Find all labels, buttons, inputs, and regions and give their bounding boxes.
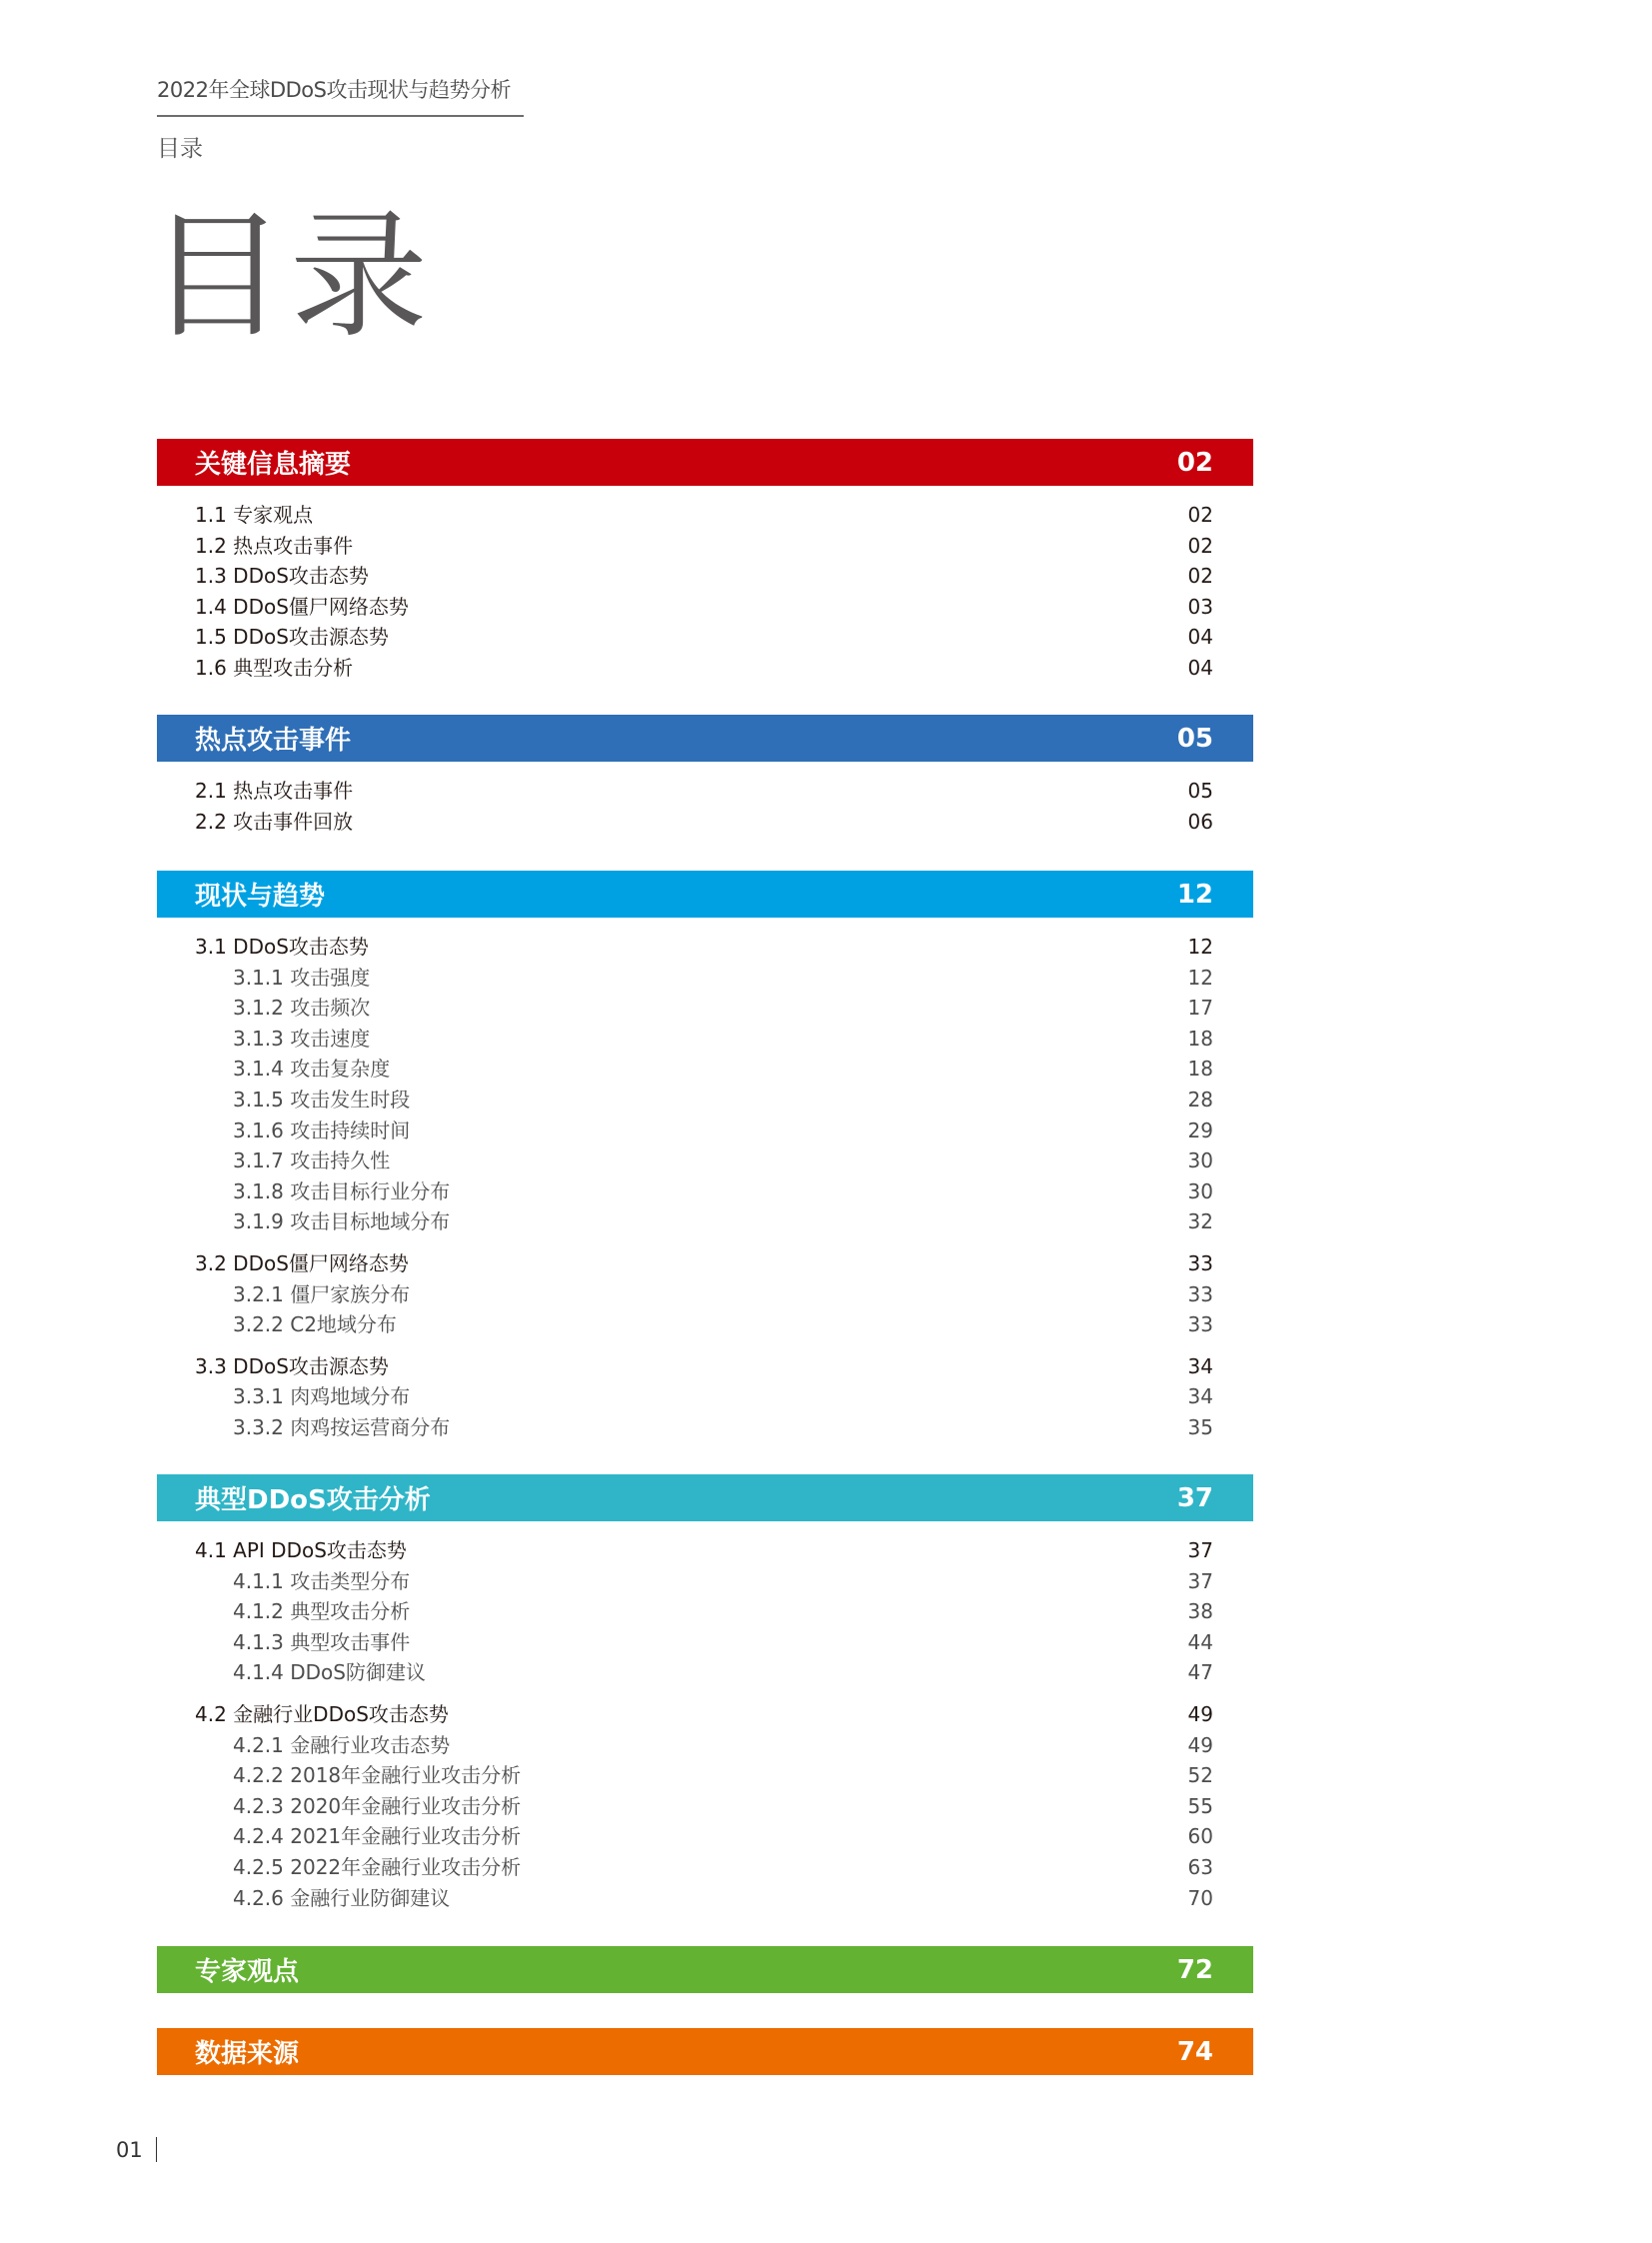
toc-entry[interactable]	[157, 1821, 1253, 1852]
toc-entry[interactable]	[157, 993, 1253, 1024]
entry-label: 4.2.2 2018年金融行业攻击分析	[233, 1763, 522, 1788]
entry-label: 2.2 攻击事件回放	[195, 809, 354, 834]
toc-section	[157, 715, 1253, 837]
toc-section-header[interactable]	[157, 1474, 1253, 1521]
toc-section	[157, 439, 1253, 684]
toc-entry[interactable]	[157, 1085, 1253, 1116]
entry-label: 3.3.1 肉鸡地域分布	[233, 1384, 411, 1409]
toc-entry[interactable]	[157, 1116, 1253, 1146]
section-title: 数据来源	[195, 2039, 300, 2069]
toc-section	[157, 2028, 1253, 2075]
entry-page: 33	[1187, 1312, 1213, 1337]
entry-page: 06	[1187, 809, 1213, 834]
entry-page: 18	[1187, 1026, 1213, 1051]
entry-label: 3.1.4 攻击复杂度	[233, 1057, 391, 1082]
entry-page: 60	[1187, 1824, 1213, 1849]
entry-label: 3.1.9 攻击目标地域分布	[233, 1209, 451, 1234]
toc-entry[interactable]	[157, 592, 1253, 623]
entry-page: 37	[1187, 1538, 1213, 1562]
page-number-divider	[156, 2137, 157, 2162]
entry-page: 49	[1187, 1732, 1213, 1757]
entry-label: 4.1.2 典型攻击分析	[233, 1599, 411, 1624]
section-page: 74	[1176, 2036, 1213, 2067]
entry-page: 02	[1187, 564, 1213, 589]
entry-label: 3.1.3 攻击速度	[233, 1026, 371, 1051]
entry-label: 1.5 DDoS攻击源态势	[195, 625, 389, 650]
toc-entry[interactable]	[157, 807, 1253, 838]
toc-entry[interactable]	[157, 1024, 1253, 1055]
entry-label: 4.2.5 2022年金融行业攻击分析	[233, 1854, 522, 1879]
toc-entry[interactable]	[157, 1760, 1253, 1791]
entry-label: 3.3.2 肉鸡按运营商分布	[233, 1414, 451, 1439]
entry-page: 29	[1187, 1118, 1213, 1142]
entry-page: 17	[1187, 996, 1213, 1021]
doc-title: 2022年全球DDoS攻击现状与趋势分析	[157, 78, 511, 102]
entry-label: 4.1.4 DDoS防御建议	[233, 1660, 426, 1685]
toc-entry[interactable]	[157, 1309, 1253, 1340]
entry-page: 30	[1187, 1148, 1213, 1173]
page-title: 目录	[148, 196, 433, 357]
toc-entry[interactable]	[157, 1535, 1253, 1566]
entry-label: 1.6 典型攻击分析	[195, 655, 354, 680]
entry-page: 34	[1187, 1353, 1213, 1378]
toc-entry[interactable]	[157, 1627, 1253, 1658]
entry-page: 47	[1187, 1660, 1213, 1685]
entry-page: 63	[1187, 1854, 1213, 1879]
entry-label: 3.1.7 攻击持久性	[233, 1148, 391, 1173]
entry-label: 3.1.1 攻击强度	[233, 965, 371, 990]
entry-label: 4.1.3 典型攻击事件	[233, 1629, 411, 1654]
toc-entry[interactable]	[157, 622, 1253, 653]
section-title: 典型DDoS攻击分析	[195, 1485, 431, 1515]
toc-entry[interactable]	[157, 1412, 1253, 1443]
entry-label: 4.2 金融行业DDoS攻击态势	[195, 1701, 449, 1726]
entry-page: 30	[1187, 1178, 1213, 1203]
toc-entry[interactable]	[157, 1145, 1253, 1176]
entry-page: 05	[1187, 779, 1213, 803]
entry-page: 28	[1187, 1087, 1213, 1112]
toc-section	[157, 1474, 1253, 1913]
toc-entry[interactable]	[157, 1657, 1253, 1688]
section-title: 专家观点	[195, 1957, 300, 1987]
header-rule	[157, 115, 524, 117]
section-label: 目录	[157, 136, 203, 162]
entry-page: 12	[1187, 965, 1213, 990]
entry-page: 33	[1187, 1250, 1213, 1275]
toc-entry[interactable]	[157, 776, 1253, 807]
toc-section	[157, 1946, 1253, 1993]
toc-entry[interactable]	[157, 1176, 1253, 1207]
page-number: 01	[116, 2138, 143, 2162]
entry-label: 3.2.2 C2地域分布	[233, 1312, 397, 1337]
toc-entry[interactable]	[157, 531, 1253, 562]
entry-label: 3.1.6 攻击持续时间	[233, 1118, 411, 1142]
entry-label: 2.1 热点攻击事件	[195, 779, 354, 803]
entry-page: 37	[1187, 1568, 1213, 1593]
toc-section	[157, 871, 1253, 1443]
toc-entry[interactable]	[157, 500, 1253, 531]
toc-section-header[interactable]	[157, 439, 1253, 486]
toc-entry[interactable]	[157, 1206, 1253, 1237]
toc-entry[interactable]	[157, 1791, 1253, 1822]
entry-label: 1.2 热点攻击事件	[195, 533, 354, 558]
entry-page: 55	[1187, 1793, 1213, 1818]
section-page: 02	[1176, 447, 1213, 478]
entry-page: 52	[1187, 1763, 1213, 1788]
entry-page: 12	[1187, 935, 1213, 959]
entry-page: 02	[1187, 503, 1213, 527]
entry-label: 3.2.1 僵尸家族分布	[233, 1281, 411, 1306]
entry-label: 4.2.6 金融行业防御建议	[233, 1885, 451, 1910]
toc-section-header[interactable]	[157, 2028, 1253, 2075]
toc-entry[interactable]	[157, 1566, 1253, 1597]
toc-entry[interactable]	[157, 1279, 1253, 1310]
entry-label: 4.1.1 攻击类型分布	[233, 1568, 411, 1593]
toc-entry[interactable]	[157, 1054, 1253, 1085]
toc-entry[interactable]	[157, 1883, 1253, 1914]
toc-section-header[interactable]	[157, 715, 1253, 762]
toc-entry[interactable]	[157, 1596, 1253, 1627]
section-page: 37	[1176, 1482, 1213, 1513]
section-page: 05	[1176, 723, 1213, 754]
toc-entry[interactable]	[157, 963, 1253, 994]
toc-entry[interactable]	[157, 561, 1253, 592]
entry-page: 04	[1187, 625, 1213, 650]
section-title: 现状与趋势	[195, 882, 326, 912]
toc-entry[interactable]	[157, 1730, 1253, 1761]
section-title: 关键信息摘要	[195, 450, 352, 480]
entry-page: 18	[1187, 1057, 1213, 1082]
entry-page: 02	[1187, 533, 1213, 558]
section-page: 12	[1176, 879, 1213, 910]
entry-label: 3.1.8 攻击目标行业分布	[233, 1178, 451, 1203]
toc-entry[interactable]	[157, 1852, 1253, 1883]
section-page: 72	[1176, 1954, 1213, 1985]
toc-entry[interactable]	[157, 932, 1253, 963]
toc-section-header[interactable]	[157, 871, 1253, 918]
entry-label: 3.3 DDoS攻击源态势	[195, 1353, 389, 1378]
entry-label: 3.1.2 攻击频次	[233, 996, 371, 1021]
toc-entry[interactable]	[157, 653, 1253, 684]
toc-entry[interactable]	[157, 1381, 1253, 1412]
entry-page: 03	[1187, 594, 1213, 619]
entry-page: 38	[1187, 1599, 1213, 1624]
entry-page: 35	[1187, 1414, 1213, 1439]
entry-page: 33	[1187, 1281, 1213, 1306]
toc-entry[interactable]	[157, 1351, 1253, 1382]
entry-label: 1.4 DDoS僵尸网络态势	[195, 594, 409, 619]
toc-entry[interactable]	[157, 1699, 1253, 1730]
entry-page: 34	[1187, 1384, 1213, 1409]
entry-label: 4.2.3 2020年金融行业攻击分析	[233, 1793, 522, 1818]
toc-section-header[interactable]	[157, 1946, 1253, 1993]
entry-page: 04	[1187, 655, 1213, 680]
entry-page: 70	[1187, 1885, 1213, 1910]
toc-entry[interactable]	[157, 1248, 1253, 1279]
entry-label: 4.2.4 2021年金融行业攻击分析	[233, 1824, 522, 1849]
entry-label: 3.2 DDoS僵尸网络态势	[195, 1250, 409, 1275]
section-title: 热点攻击事件	[195, 726, 352, 756]
entry-label: 4.2.1 金融行业攻击态势	[233, 1732, 451, 1757]
entry-label: 4.1 API DDoS攻击态势	[195, 1538, 407, 1562]
entry-label: 1.3 DDoS攻击态势	[195, 564, 369, 589]
entry-label: 3.1 DDoS攻击态势	[195, 935, 369, 959]
entry-label: 1.1 专家观点	[195, 503, 314, 527]
entry-page: 32	[1187, 1209, 1213, 1234]
entry-page: 49	[1187, 1701, 1213, 1726]
entry-label: 3.1.5 攻击发生时段	[233, 1087, 411, 1112]
entry-page: 44	[1187, 1629, 1213, 1654]
